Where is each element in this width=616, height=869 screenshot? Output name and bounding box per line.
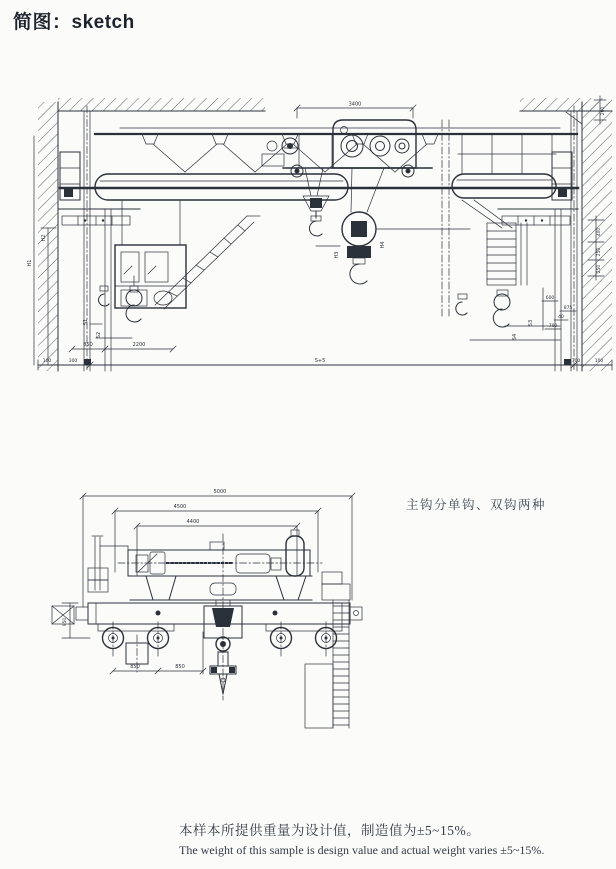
left-test-hooks xyxy=(69,276,176,352)
dim-label-wheel-base-a: 850 xyxy=(130,664,140,670)
dim-label-h2: H2 xyxy=(41,234,47,242)
dim-label-left-b: 300 xyxy=(68,359,78,364)
girder-cross-section xyxy=(128,576,312,600)
dim-buffer-height xyxy=(52,603,90,638)
rail-centerlines xyxy=(442,120,449,318)
dim-label-platform-width: 4500 xyxy=(173,504,187,510)
dim-label-s1: S1 xyxy=(83,318,89,326)
dim-label-hook-offset-1: 850 xyxy=(83,342,93,348)
footer-note-english: The weight of this sample is design value and actual weight varies ±5~15%. xyxy=(179,843,545,857)
truss-hangers xyxy=(142,134,438,172)
dim-label-wheel-base-b: 850 xyxy=(175,664,185,670)
dim-span-line xyxy=(38,358,612,370)
stairway xyxy=(155,216,260,309)
dim-label-span: S+5 xyxy=(314,358,326,364)
aux-hook-block xyxy=(303,168,340,258)
dim-label-right-inner-2: 40 xyxy=(558,315,564,320)
trolley-side-view xyxy=(118,530,322,576)
left-runway-support xyxy=(58,106,140,371)
dim-trolley-gauge xyxy=(294,102,416,119)
trolley xyxy=(262,102,432,178)
left-wall-hatch xyxy=(38,98,265,371)
footer-note-chinese: 本样本所提供重量为设计值，制造值为±5~15%。 xyxy=(179,823,481,838)
right-ladder-cage xyxy=(487,223,527,285)
dim-label-s2: S2 xyxy=(96,331,102,339)
dim-label-base-width: 4400 xyxy=(186,519,200,525)
lower-drawing-end-view xyxy=(0,480,616,740)
trolley-gearbox xyxy=(333,120,416,168)
dim-label-trolley-gauge: 3400 xyxy=(348,101,362,108)
dim-label-right-inner-0: 600 xyxy=(545,296,555,301)
dim-overall-width xyxy=(80,489,355,607)
dim-hook-offsets xyxy=(69,342,176,352)
main-hook-block xyxy=(342,168,470,284)
trolley-hoist-motor xyxy=(262,134,332,168)
hook-type-note: 主钩分单钩、双钩两种 xyxy=(406,498,547,512)
dim-label-buffer-height: 950 xyxy=(63,617,68,627)
dim-label-left-a: 100 xyxy=(42,359,52,364)
dim-label-right-b: 300 xyxy=(571,359,581,364)
dim-label-right-stack-0: 400 xyxy=(597,227,602,237)
upper-drawing-front-elevation xyxy=(0,78,616,380)
page-title: 简图：sketch xyxy=(13,12,135,33)
side-ladder xyxy=(305,572,350,728)
dim-label-right-stack-1: 250 xyxy=(597,247,602,257)
dim-label-right-a: 100 xyxy=(594,359,604,364)
dim-label-right-inner-3: 700 xyxy=(548,324,558,329)
dim-label-overall-width: 5000 xyxy=(213,489,227,495)
dim-label-s3: S3 xyxy=(528,319,534,327)
dim-label-right-stack-2: 250 xyxy=(597,264,602,274)
bridge-top-chord xyxy=(95,128,577,134)
dim-label-h1: H1 xyxy=(27,259,33,267)
walkway-railing xyxy=(458,134,556,173)
dim-label-s4: S4 xyxy=(512,333,518,341)
dim-label-h4: H4 xyxy=(380,241,386,249)
dim-label-hook-offset-2: 2200 xyxy=(132,342,146,348)
right-test-hooks xyxy=(456,290,560,340)
dim-label-right-inner-1: 875 xyxy=(563,306,573,311)
dim-label-top-right: 200 xyxy=(601,106,606,116)
left-platform-railing xyxy=(88,536,128,592)
right-runway-support xyxy=(462,106,578,371)
dim-label-h3: H3 xyxy=(334,251,340,259)
dim-base-width xyxy=(134,519,300,575)
footer-note xyxy=(179,819,544,858)
